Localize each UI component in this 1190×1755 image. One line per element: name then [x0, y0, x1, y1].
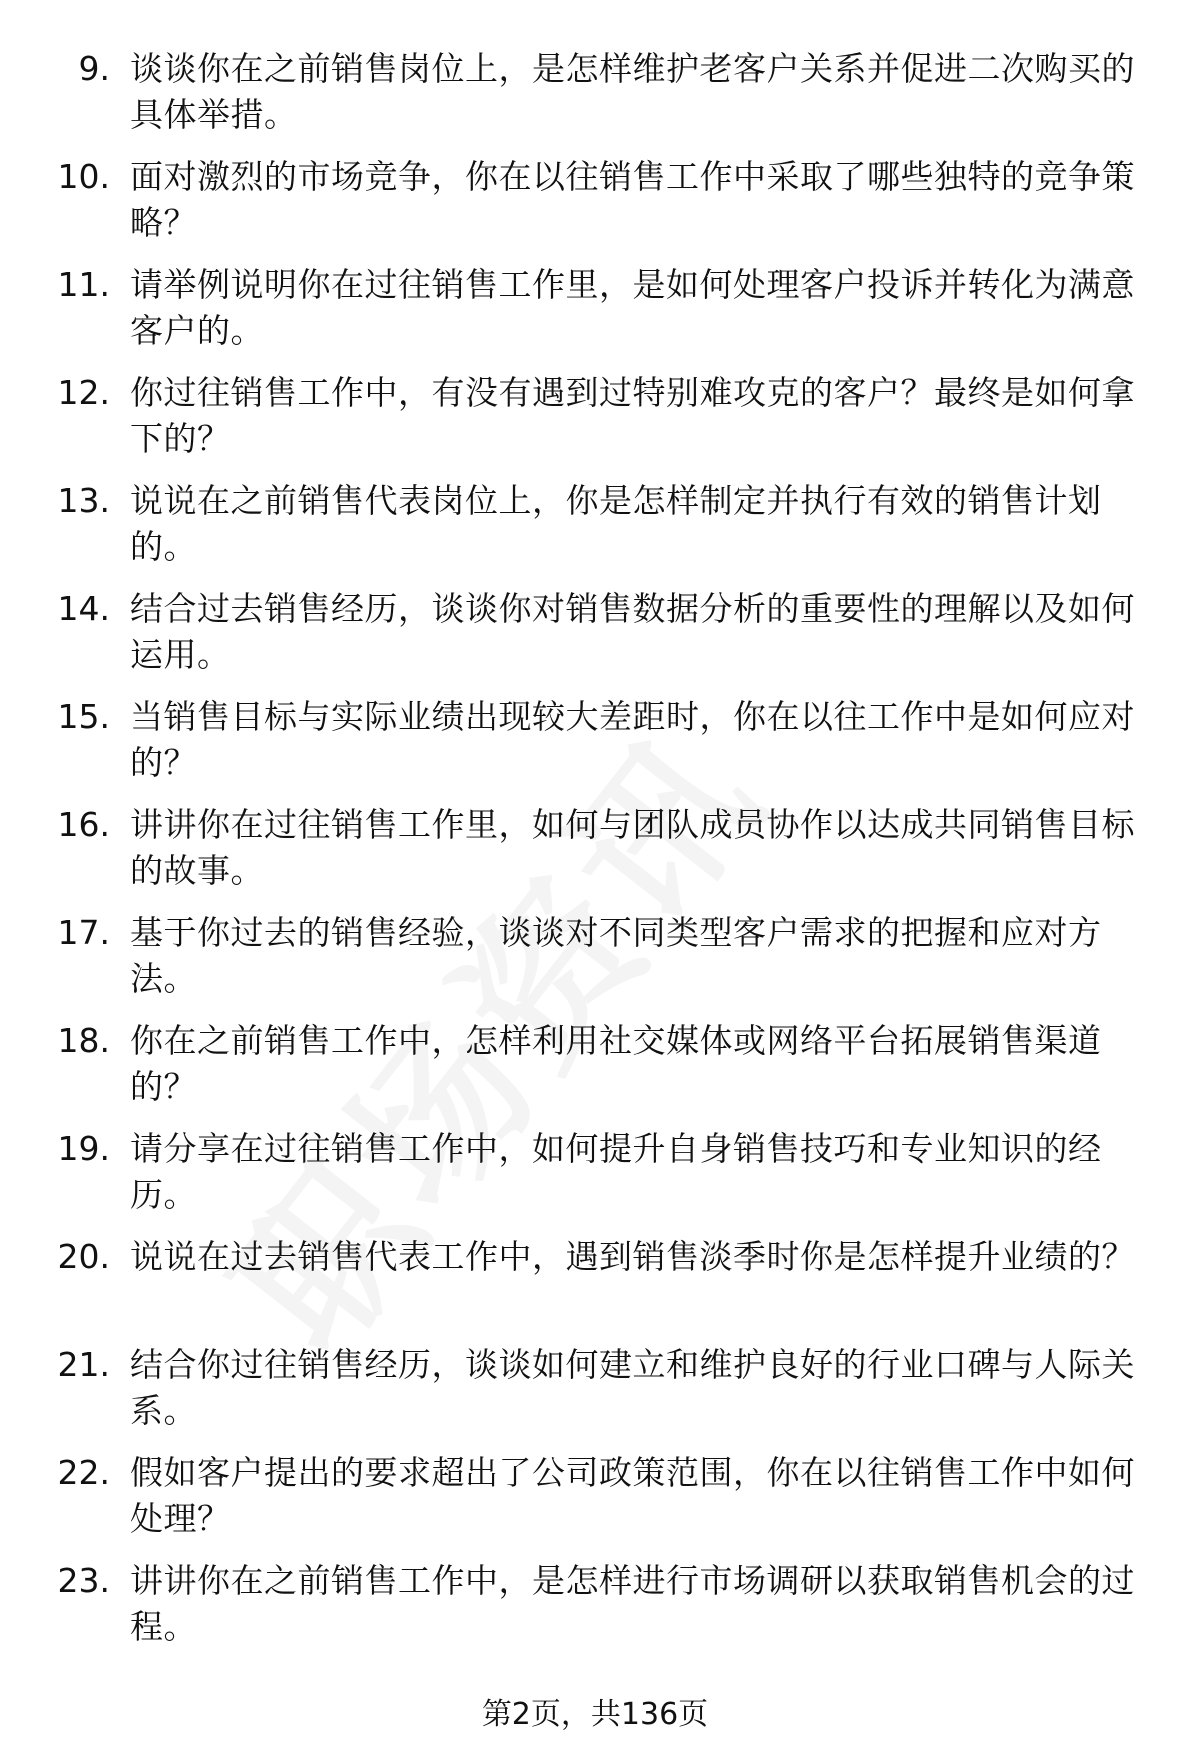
question-item [0, 586, 1190, 694]
question-item [0, 910, 1190, 1018]
question-text: 你在之前销售工作中，怎样利用社交媒体或网络平台拓展销售渠道的？ [130, 1021, 1102, 1106]
question-item [0, 478, 1190, 586]
question-item [0, 1234, 1190, 1342]
question-number: 18. [57, 1021, 110, 1060]
question-number: 20. [57, 1237, 110, 1276]
question-text: 假如客户提出的要求超出了公司政策范围，你在以往销售工作中如何处理？ [130, 1453, 1135, 1538]
question-item [0, 1558, 1190, 1666]
question-text: 当销售目标与实际业绩出现较大差距时，你在以往工作中是如何应对的？ [130, 697, 1135, 782]
question-text: 你过往销售工作中，有没有遇到过特别难攻克的客户？最终是如何拿下的？ [130, 373, 1135, 458]
question-text: 说说在过去销售代表工作中，遇到销售淡季时你是怎样提升业绩的？ [130, 1237, 1135, 1276]
question-text: 结合你过往销售经历，谈谈如何建立和维护良好的行业口碑与人际关系。 [130, 1345, 1135, 1430]
question-text: 请举例说明你在过往销售工作里，是如何处理客户投诉并转化为满意客户的。 [130, 265, 1135, 350]
question-text: 讲讲你在过往销售工作里，如何与团队成员协作以达成共同销售目标的故事。 [130, 805, 1135, 890]
question-number: 23. [57, 1561, 110, 1600]
question-item [0, 154, 1190, 262]
question-item [0, 370, 1190, 478]
question-number: 13. [57, 481, 110, 520]
question-text: 基于你过去的销售经验，谈谈对不同类型客户需求的把握和应对方法。 [130, 913, 1102, 998]
page-footer: 第2页，共136页 [481, 1697, 709, 1732]
question-item [0, 694, 1190, 802]
question-item [0, 1018, 1190, 1126]
question-item [0, 262, 1190, 370]
question-item [0, 1450, 1190, 1558]
question-item [0, 46, 1190, 154]
question-text: 结合过去销售经历，谈谈你对销售数据分析的重要性的理解以及如何运用。 [130, 589, 1135, 674]
question-text: 讲讲你在之前销售工作中，是怎样进行市场调研以获取销售机会的过程。 [130, 1561, 1135, 1646]
question-number: 21. [57, 1345, 110, 1384]
question-text: 谈谈你在之前销售岗位上，是怎样维护老客户关系并促进二次购买的具体举措。 [130, 49, 1135, 134]
question-text: 说说在之前销售代表岗位上，你是怎样制定并执行有效的销售计划的。 [130, 481, 1102, 566]
question-number: 17. [57, 913, 110, 952]
question-number: 11. [57, 265, 110, 304]
question-list [0, 46, 1190, 1666]
question-item [0, 1126, 1190, 1234]
question-number: 10. [57, 157, 110, 196]
question-number: 16. [57, 805, 110, 844]
question-number: 15. [57, 697, 110, 736]
question-number: 22. [57, 1453, 110, 1492]
question-number: 14. [57, 589, 110, 628]
question-number: 9. [78, 49, 110, 88]
question-item [0, 1342, 1190, 1450]
question-text: 请分享在过往销售工作中，如何提升自身销售技巧和专业知识的经历。 [130, 1129, 1102, 1214]
question-text: 面对激烈的市场竞争，你在以往销售工作中采取了哪些独特的竞争策略？ [130, 157, 1135, 242]
question-number: 19. [57, 1129, 110, 1168]
question-item [0, 802, 1190, 910]
question-number: 12. [57, 373, 110, 412]
